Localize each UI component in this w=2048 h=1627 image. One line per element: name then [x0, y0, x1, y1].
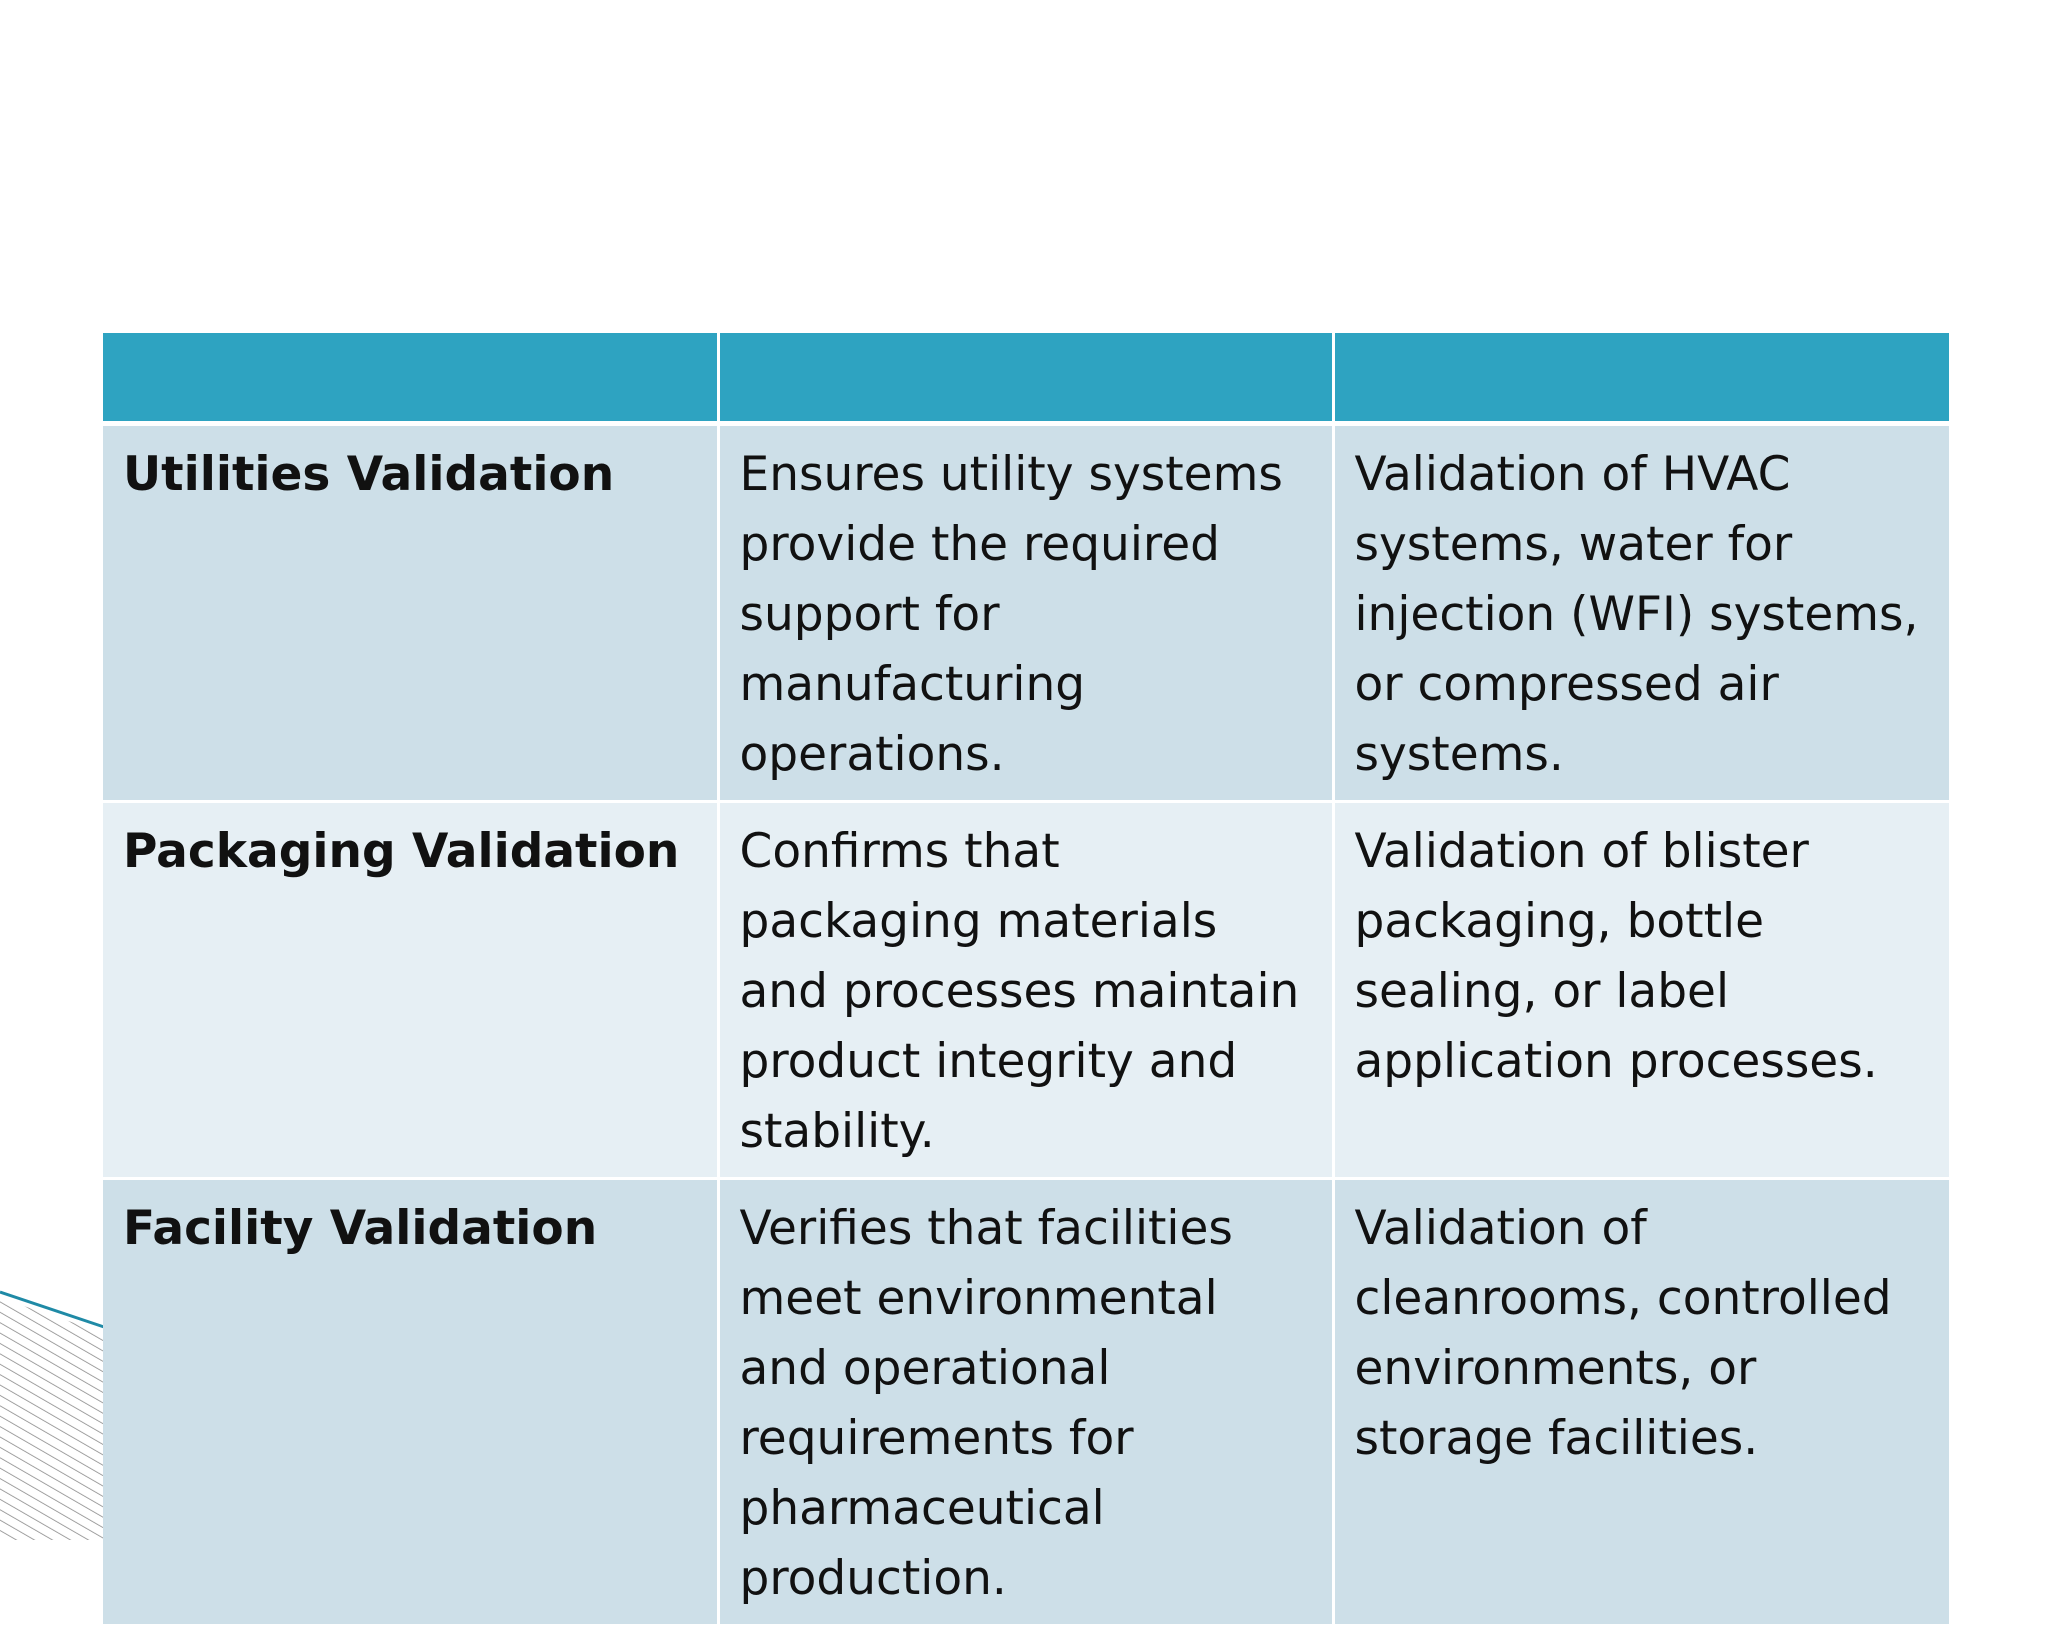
table-row	[103, 424, 1949, 802]
description-cell: Confirms that packaging materials and processes maintain product integrity and stability.	[718, 802, 1333, 1179]
corner-hatch-decoration	[0, 1240, 110, 1540]
header-cell-type	[103, 333, 718, 424]
validation-table-container	[103, 333, 1949, 1627]
validation-type-cell: Utilities Validation	[103, 424, 718, 802]
table-header-row	[103, 333, 1949, 424]
table-row	[103, 802, 1949, 1179]
header-cell-description	[718, 333, 1333, 424]
header-cell-example	[1333, 333, 1949, 424]
example-cell: Validation of cleanrooms, controlled environments, or storage facilities.	[1333, 1179, 1949, 1626]
validation-types-table	[103, 333, 1949, 1627]
example-cell: Validation of blister packaging, bottle sealing, or label application processes.	[1333, 802, 1949, 1179]
validation-type-cell: Packaging Validation	[103, 802, 718, 1179]
example-cell: Validation of HVAC systems, water for injection (WFI) systems, or compressed air systems.	[1333, 424, 1949, 802]
table-row	[103, 1179, 1949, 1626]
description-cell: Verifies that facilities meet environmental and operational requirements for pharmaceutical production.	[718, 1179, 1333, 1626]
description-cell: Ensures utility systems provide the required support for manufacturing operations.	[718, 424, 1333, 802]
validation-type-cell: Facility Validation	[103, 1179, 718, 1626]
